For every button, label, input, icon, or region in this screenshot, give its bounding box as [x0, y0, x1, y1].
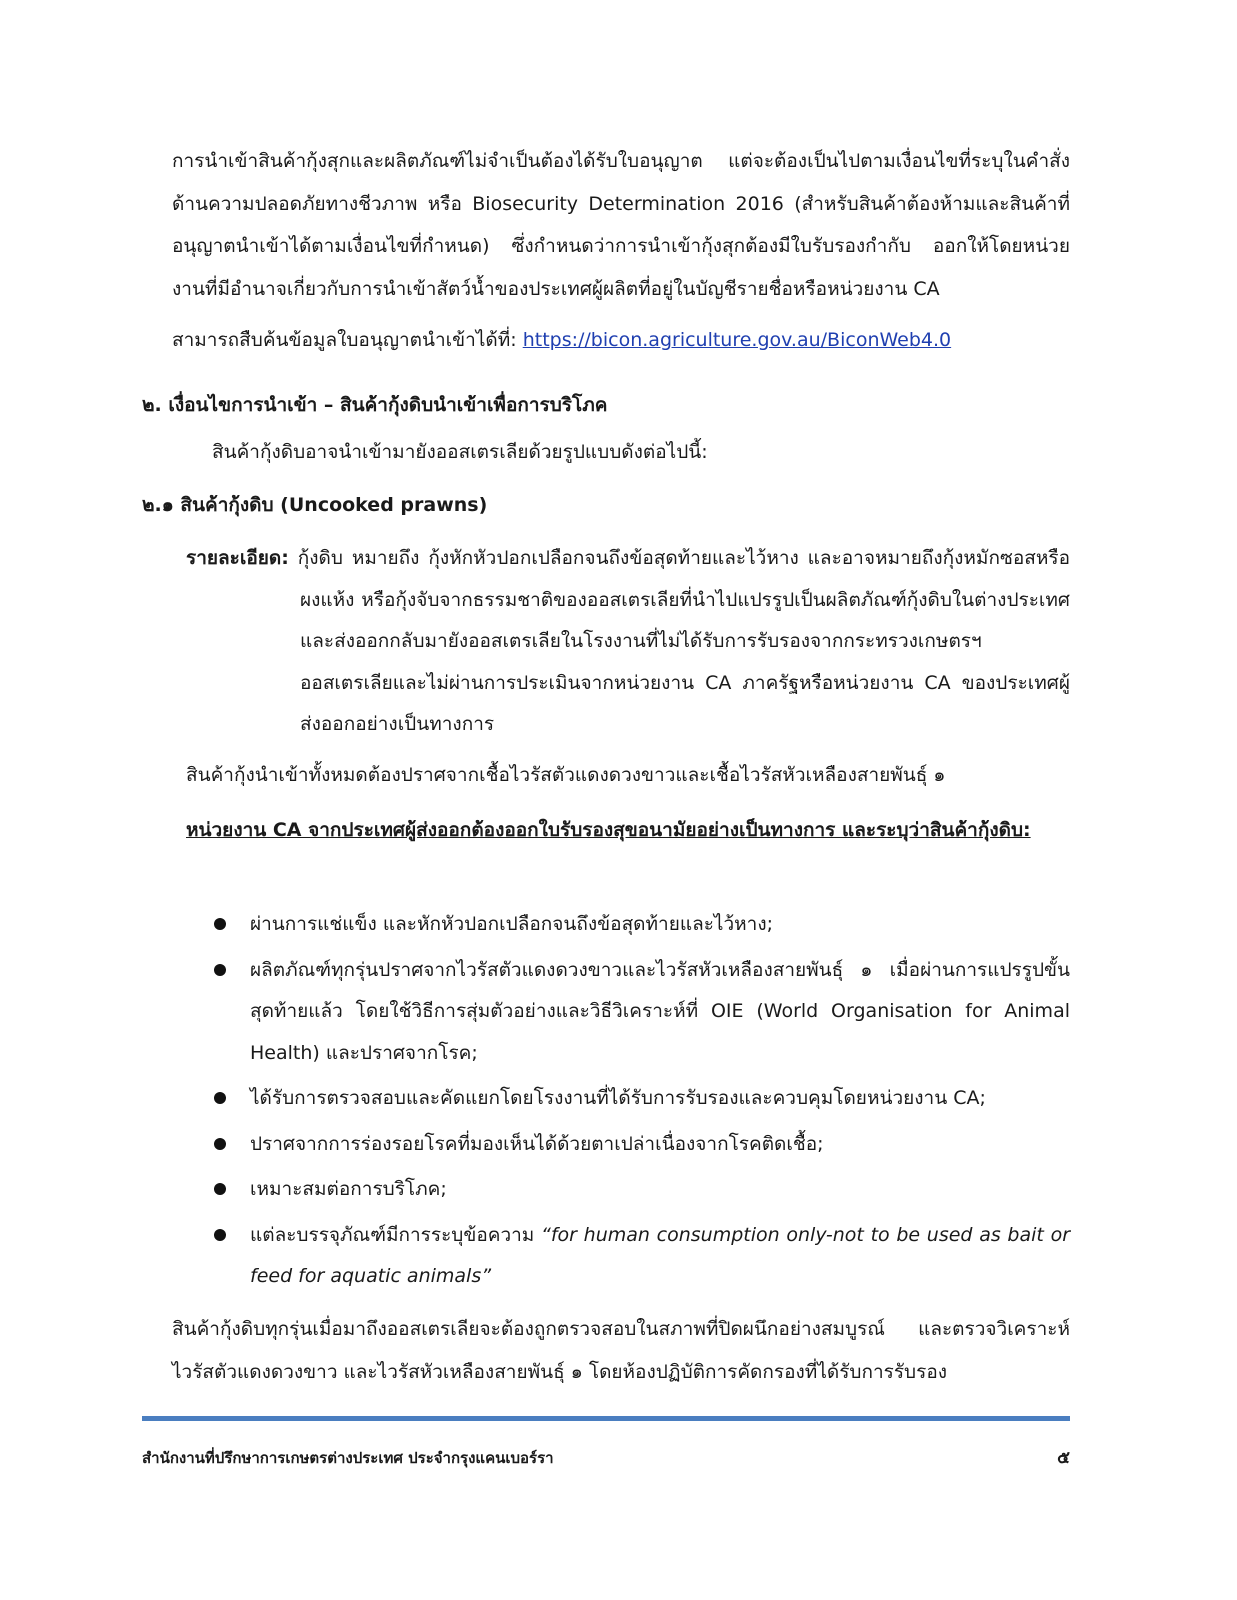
bicon-link[interactable]: https://bicon.agriculture.gov.au/BiconWeb4.0 [522, 329, 952, 351]
footer-office: สำนักงานที่ปรึกษาการเกษตรต่างประเทศ ประจำกรุงแคนเบอร์รา [142, 1449, 554, 1467]
bullet-icon [214, 1092, 226, 1104]
search-line [172, 325, 951, 355]
list-item-text: ผ่านการแช่แข็ง และหักหัวปอกเปลือกจนถึงข้อสุดท้ายและไว้หาง; [250, 913, 774, 935]
page-number: ๕ [1057, 1448, 1070, 1468]
detail-label: รายละเอียด: [186, 547, 289, 569]
list-item-text: แต่ละบรรจุภัณฑ์มีการระบุข้อความ [250, 1223, 542, 1246]
bullet-icon [214, 1183, 226, 1195]
list-item [186, 1169, 1070, 1211]
intro-paragraph: การนำเข้าสินค้ากุ้งสุกและผลิตภัณฑ์ไม่จำเป็นต้องได้รับใบอนุญาต แต่จะต้องเป็นไปตามเงื่อนไขที่ระบุในคำสั่งด้านความปลอดภัยทางชีวภาพ หรือ Biosecurity Determination 2016 (สำหรับสินค้าต้องห้ามและสินค้าที่อนุญาตนำเข้าได้ตามเงื่อนไขที่กำหนด) ซึ่งกำหนดว่าการนำเข้ากุ้งสุกต้องมีใบรับรองกำกับ ออกให้โดยหน่วยงานที่มีอำนาจเกี่ยวกับการนำเข้าสัตว์น้ำของประเทศผู้ผลิตที่อยู่ในบัญชีรายชื่อหรือหน่วยงาน CA [172, 150, 1070, 300]
section-2-heading: ๒. เงื่อนไขการนำเข้า – สินค้ากุ้งดิบนำเข้าเพื่อการบริโภค [142, 394, 608, 416]
ca-certificate-heading: หน่วยงาน CA จากประเทศผู้ส่งออกต้องออกใบรับรองสุขอนามัยอย่างเป็นทางการ และระบุว่าสินค้ากุ้งดิบ: [186, 819, 1031, 841]
list-item [186, 950, 1070, 1075]
search-line-prefix: สามารถสืบค้นข้อมูลใบอนุญาตนำเข้าได้ที่: [172, 329, 523, 351]
list-item [186, 904, 1070, 946]
list-item-text: ผลิตภัณฑ์ทุกรุ่นปราศจากไวรัสตัวแดงดวงขาวและไวรัสหัวเหลืองสายพันธุ์ ๑ เมื่อผ่านการแปรรูปขั้นสุดท้ายแล้ว โดยใช้วิธีการสุ่มตัวอย่างและวิธีวิเคราะห์ที่ OIE (World Organisation for Animal Health) และปราศจากโรค; [250, 958, 1070, 1064]
footer-rule [142, 1416, 1070, 1421]
bullet-icon [214, 918, 226, 930]
virus-free-statement: สินค้ากุ้งนำเข้าทั้งหมดต้องปราศจากเชื้อไวรัสตัวแดงดวงขาวและเชื้อไวรัสหัวเหลืองสายพันธุ์ ๑ [186, 764, 946, 786]
requirements-list [186, 904, 1070, 1302]
section-2-1-heading: ๒.๑ สินค้ากุ้งดิบ (Uncooked prawns) [142, 494, 488, 516]
list-item-text: ปราศจากการร่องรอยโรคที่มองเห็นได้ด้วยตาเปล่าเนื่องจากโรคติดเชื้อ; [250, 1132, 824, 1155]
list-item [186, 1078, 1070, 1120]
label-quote: “for human consumption only-not to be used as bait or feed for aquatic animals” [250, 1223, 1071, 1287]
list-item-text: เหมาะสมต่อการบริโภค; [250, 1178, 447, 1200]
detail-block [186, 538, 1070, 746]
bullet-icon [214, 1138, 226, 1150]
section-2-intro: สินค้ากุ้งดิบอาจนำเข้ามายังออสเตรเลียด้วยรูปแบบดังต่อไปนี้: [212, 441, 708, 463]
list-item [186, 1215, 1070, 1298]
bullet-icon [214, 1229, 226, 1241]
list-item [186, 1124, 1070, 1166]
bullet-icon [214, 964, 226, 976]
detail-text: กุ้งดิบ หมายถึง กุ้งหักหัวปอกเปลือกจนถึงข้อสุดท้ายและไว้หาง และอาจหมายถึงกุ้งหมักซอสหรือผงแห้ง หรือกุ้งจับจากธรรมชาติของออสเตรเลียที่นำไปแปรรูปเป็นผลิตภัณฑ์กุ้งดิบในต่างประเทศและส่งออกกลับมายังออสเตรเลียในโรงงานที่ไม่ได้รับการรับรองจากกระทรวงเกษตรฯ ออสเตรเลียและไม่ผ่านการประเมินจากหน่วยงาน CA ภาครัฐหรือหน่วยงาน CA ของประเทศผู้ส่งออกอย่างเป็นทางการ [288, 547, 1070, 735]
detail-paragraph [186, 538, 1070, 746]
list-item-text: ได้รับการตรวจสอบและคัดแยกโดยโรงงานที่ได้รับการรับรองและควบคุมโดยหน่วยงาน CA; [250, 1087, 986, 1109]
closing-paragraph: สินค้ากุ้งดิบทุกรุ่นเมื่อมาถึงออสเตรเลียจะต้องถูกตรวจสอบในสภาพที่ปิดผนึกอย่างสมบูรณ์ และตรวจวิเคราะห์ไวรัสตัวแดงดวงขาว และไวรัสหัวเหลืองสายพันธุ์ ๑ โดยห้องปฏิบัติการคัดกรองที่ได้รับการรับรอง [172, 1318, 1070, 1383]
